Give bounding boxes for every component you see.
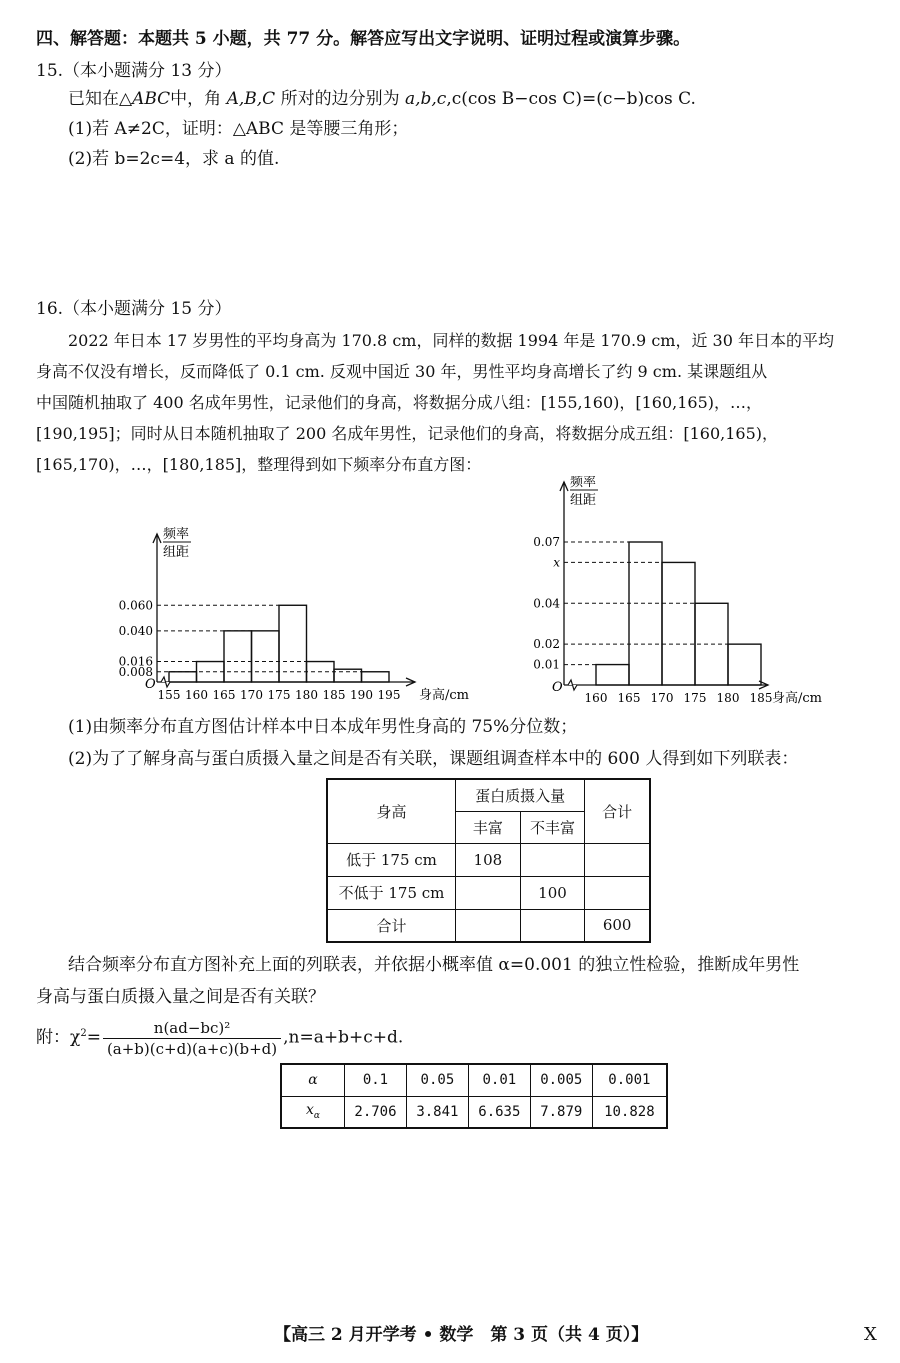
x-tick-label: 185: [749, 691, 773, 705]
histogram-bar: [252, 631, 280, 682]
cell-not-rich: [520, 909, 585, 942]
q16-number: 16.（本小题满分 15 分）: [36, 299, 232, 319]
y-tick-label: 0.016: [118, 654, 153, 669]
x-tick-label: 175: [683, 691, 707, 705]
formula-prefix: 附：χ: [36, 1027, 81, 1048]
alpha-value: 0.05: [406, 1064, 468, 1096]
x-tick-label: 190: [350, 688, 373, 702]
x-tick-label: 175: [267, 688, 291, 702]
origin-label: O: [145, 677, 156, 692]
x-value: 6.635: [468, 1096, 530, 1128]
x-value: 2.706: [345, 1096, 407, 1128]
x-axis-label: 身高/cm: [772, 691, 822, 706]
q16-after-line-1: 结合频率分布直方图补充上面的列联表，并依据小概率值 α=0.001 的独立性检验，推断成年男性: [68, 955, 800, 975]
table-row: [327, 909, 650, 942]
x-tick-label: 170: [240, 688, 263, 702]
cell-rich: [456, 876, 521, 909]
q16-part2: (2)为了了解身高与蛋白质摄入量之间是否有关联，课题组调查样本中的 600 人得到如下列联表：: [68, 749, 799, 769]
histogram-bar: [279, 605, 307, 682]
x-label: [281, 1096, 345, 1128]
formula-sup: 2: [80, 1028, 87, 1039]
q15-stem-mid: 中，角: [170, 89, 227, 109]
header-height: 身高: [327, 779, 456, 843]
histogram-china: [100, 520, 500, 710]
row-label: 不低于 175 cm: [327, 876, 456, 909]
y-tick-label: 0.040: [118, 623, 153, 638]
formula-fraction: [103, 1019, 281, 1058]
q16-part1: (1)由频率分布直方图估计样本中日本成年男性身高的 75%分位数；: [68, 717, 578, 737]
q15-number: 15.（本小题满分 13 分）: [36, 61, 232, 81]
critical-value-table: [280, 1063, 668, 1129]
cell-not-rich: [520, 843, 585, 876]
y-tick-label: 0.02: [533, 637, 560, 652]
x-tick-label: 165: [617, 691, 641, 705]
alpha-value: 0.01: [468, 1064, 530, 1096]
y-tick-label: 0.008: [118, 664, 153, 679]
x-tick-label: 165: [212, 688, 236, 702]
x-value: 3.841: [406, 1096, 468, 1128]
histogram-bar: [629, 542, 662, 685]
y-tick-label: 0.07: [533, 535, 560, 549]
cell-rich: 108: [456, 843, 521, 876]
footer-corner-mark: X: [864, 1324, 877, 1345]
alpha-label: α: [281, 1064, 345, 1096]
y-tick-label: x: [553, 555, 560, 570]
cell-total: 600: [585, 909, 650, 942]
q15-part2: (2)若 b=2c=4，求 a 的值.: [68, 149, 280, 169]
alpha-value: 0.005: [530, 1064, 592, 1096]
q16-after-line-2: 身高与蛋白质摄入量之间是否有关联？: [36, 987, 325, 1007]
x-value: 7.879: [530, 1096, 592, 1128]
table-row: [281, 1064, 667, 1096]
header-not-rich: 不丰富: [520, 811, 585, 843]
histogram-bar: [334, 669, 362, 682]
formula-denominator: (a+b)(c+d)(a+c)(b+d): [106, 1039, 278, 1058]
origin-label: O: [552, 680, 563, 695]
y-tick-label: 0.04: [533, 596, 560, 611]
y-axis-label-bottom: 组距: [570, 493, 597, 508]
x-tick-label: 180: [716, 691, 740, 705]
histogram-bar: [662, 562, 695, 685]
formula-eq: =: [86, 1027, 101, 1048]
x-label-main: x: [306, 1102, 314, 1119]
x-tick-label: 195: [377, 688, 401, 702]
x-tick-label: 180: [295, 688, 318, 702]
q16-para-line-2: 身高不仅没有增长，反而降低了 0.1 cm. 反观中国近 30 年，男性平均身高增长了约 9 cm. 某课题组从: [36, 362, 768, 381]
q16-para-line-3: 中国随机抽取了 400 名成年男性，记录他们的身高，将数据分成八组：[155,160)，[160,165)，…，: [36, 393, 763, 412]
y-tick-label: 0.01: [533, 657, 560, 672]
footer-text: 【高三 2 月开学考 • 数学 第 3 页（共 4 页）】: [274, 1325, 649, 1345]
q15-stem-angles: A,B,C: [226, 89, 276, 109]
y-axis-label-top: 频率: [163, 527, 190, 542]
table-row: [327, 843, 650, 876]
histogram-bar: [169, 672, 197, 682]
q15-stem-prefix: 已知在△: [68, 89, 133, 109]
q15-part1: (1)若 A≠2C，证明：△ABC 是等腰三角形；: [68, 119, 409, 139]
y-axis-label-top: 频率: [570, 476, 597, 490]
x-tick-label: 160: [185, 688, 208, 702]
x-tick-label: 160: [584, 691, 608, 705]
q15-stem: [68, 88, 696, 110]
alpha-value: 0.1: [345, 1064, 407, 1096]
x-tick-label: 170: [650, 691, 674, 705]
histogram-bar: [224, 631, 252, 682]
axis-break-mark: [568, 680, 577, 690]
histogram-bar: [362, 672, 390, 682]
x-label-sub: α: [313, 1111, 320, 1122]
x-tick-label: 155: [157, 688, 181, 702]
x-value: 10.828: [592, 1096, 667, 1128]
q15-stem-sides: a,b,c: [404, 89, 447, 109]
histogram-bar: [596, 665, 629, 685]
histogram-bar: [728, 644, 761, 685]
y-axis-label-bottom: 组距: [163, 545, 190, 560]
q15-stem-mid2: 所对的边分别为: [275, 89, 405, 109]
row-label: 合计: [327, 909, 456, 942]
table-row: [281, 1096, 667, 1128]
cell-total: [585, 843, 650, 876]
row-label: 低于 175 cm: [327, 843, 456, 876]
formula-numerator: n(ad−bc)²: [103, 1019, 281, 1039]
header-total: 合计: [585, 779, 650, 843]
cell-not-rich: 100: [520, 876, 585, 909]
q15-stem-eq: ,c(cos B−cos C)=(c−b)cos C.: [446, 89, 696, 109]
x-tick-label: 185: [322, 688, 346, 702]
alpha-value: 0.001: [592, 1064, 667, 1096]
section-heading: 四、解答题：本题共 5 小题，共 77 分。解答应写出文字说明、证明过程或演算步骤。: [36, 29, 691, 49]
histogram-japan: [520, 476, 860, 712]
contingency-table: [326, 778, 651, 943]
header-protein: 蛋白质摄入量: [456, 779, 585, 811]
y-tick-label: 0.060: [118, 598, 153, 613]
q15-stem-abc: ABC: [132, 89, 171, 109]
table-row: [327, 876, 650, 909]
cell-total: [585, 876, 650, 909]
x-axis-label: 身高/cm: [419, 688, 469, 703]
chi-square-formula: [36, 1014, 403, 1058]
q16-para-line-4: [190,195]；同时从日本随机抽取了 200 名成年男性，记录他们的身高，将数据分成五组：[160,165)，: [36, 424, 779, 443]
header-rich: 丰富: [456, 811, 521, 843]
q16-para-line-1: 2022 年日本 17 岁男性的平均身高为 170.8 cm，同样的数据 1994 年是 170.9 cm，近 30 年日本的平均: [68, 331, 834, 350]
cell-rich: [456, 909, 521, 942]
q16-para-line-5: [165,170)，…，[180,185]，整理得到如下频率分布直方图：: [36, 455, 482, 474]
formula-suffix: ,n=a+b+c+d.: [283, 1027, 404, 1048]
